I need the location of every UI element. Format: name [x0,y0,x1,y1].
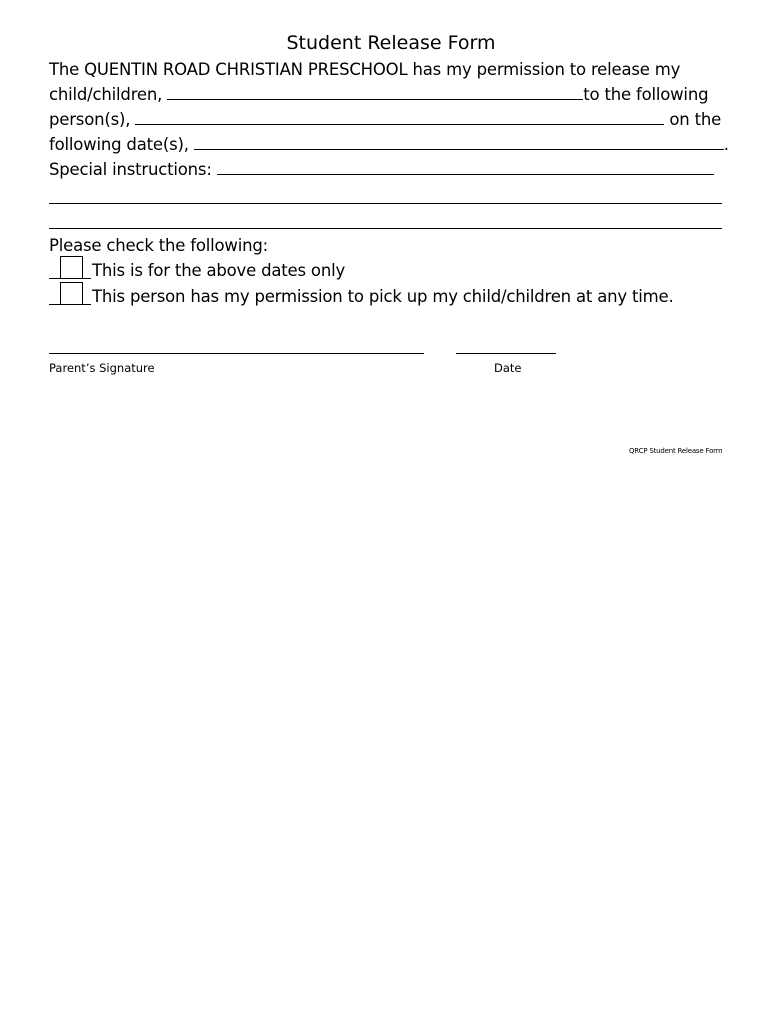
instructions-line [49,159,714,181]
dates-label: following date(s), [49,135,189,154]
any-time-checkbox-blank [49,286,91,305]
persons-label: person(s), [49,110,131,129]
signature-input[interactable] [49,353,424,354]
dates-input[interactable] [194,134,724,150]
option-dates-only [49,260,345,282]
instructions-input-line-2[interactable] [49,203,722,204]
dates-only-checkbox-blank [49,260,91,279]
instructions-input[interactable] [217,159,714,175]
persons-line [49,109,721,131]
any-time-checkbox[interactable] [60,282,83,305]
dates-suffix: . [723,135,729,154]
date-label: Date [494,361,522,375]
intro-line: The QUENTIN ROAD CHRISTIAN PRESCHOOL has my permission to release my [49,60,681,79]
children-suffix: to the following [583,85,709,104]
signature-label: Parent’s Signature [49,361,155,375]
instructions-input-line-3[interactable] [49,228,722,229]
children-input[interactable] [167,84,583,100]
footer-text: QRCP Student Release Form [629,447,723,455]
children-label: child/children, [49,85,163,104]
option-any-time [49,286,674,308]
persons-input[interactable] [135,109,664,125]
instructions-label: Special instructions: [49,160,212,179]
dates-only-label: This is for the above dates only [92,261,346,280]
check-heading: Please check the following: [49,236,269,255]
date-input[interactable] [456,353,556,354]
page-title: Student Release Form [286,32,496,54]
any-time-label: This person has my permission to pick up my child/children at any time. [92,287,674,306]
dates-only-checkbox[interactable] [60,256,83,279]
dates-line [49,134,729,156]
persons-suffix: on the [669,110,722,129]
children-line [49,84,708,106]
